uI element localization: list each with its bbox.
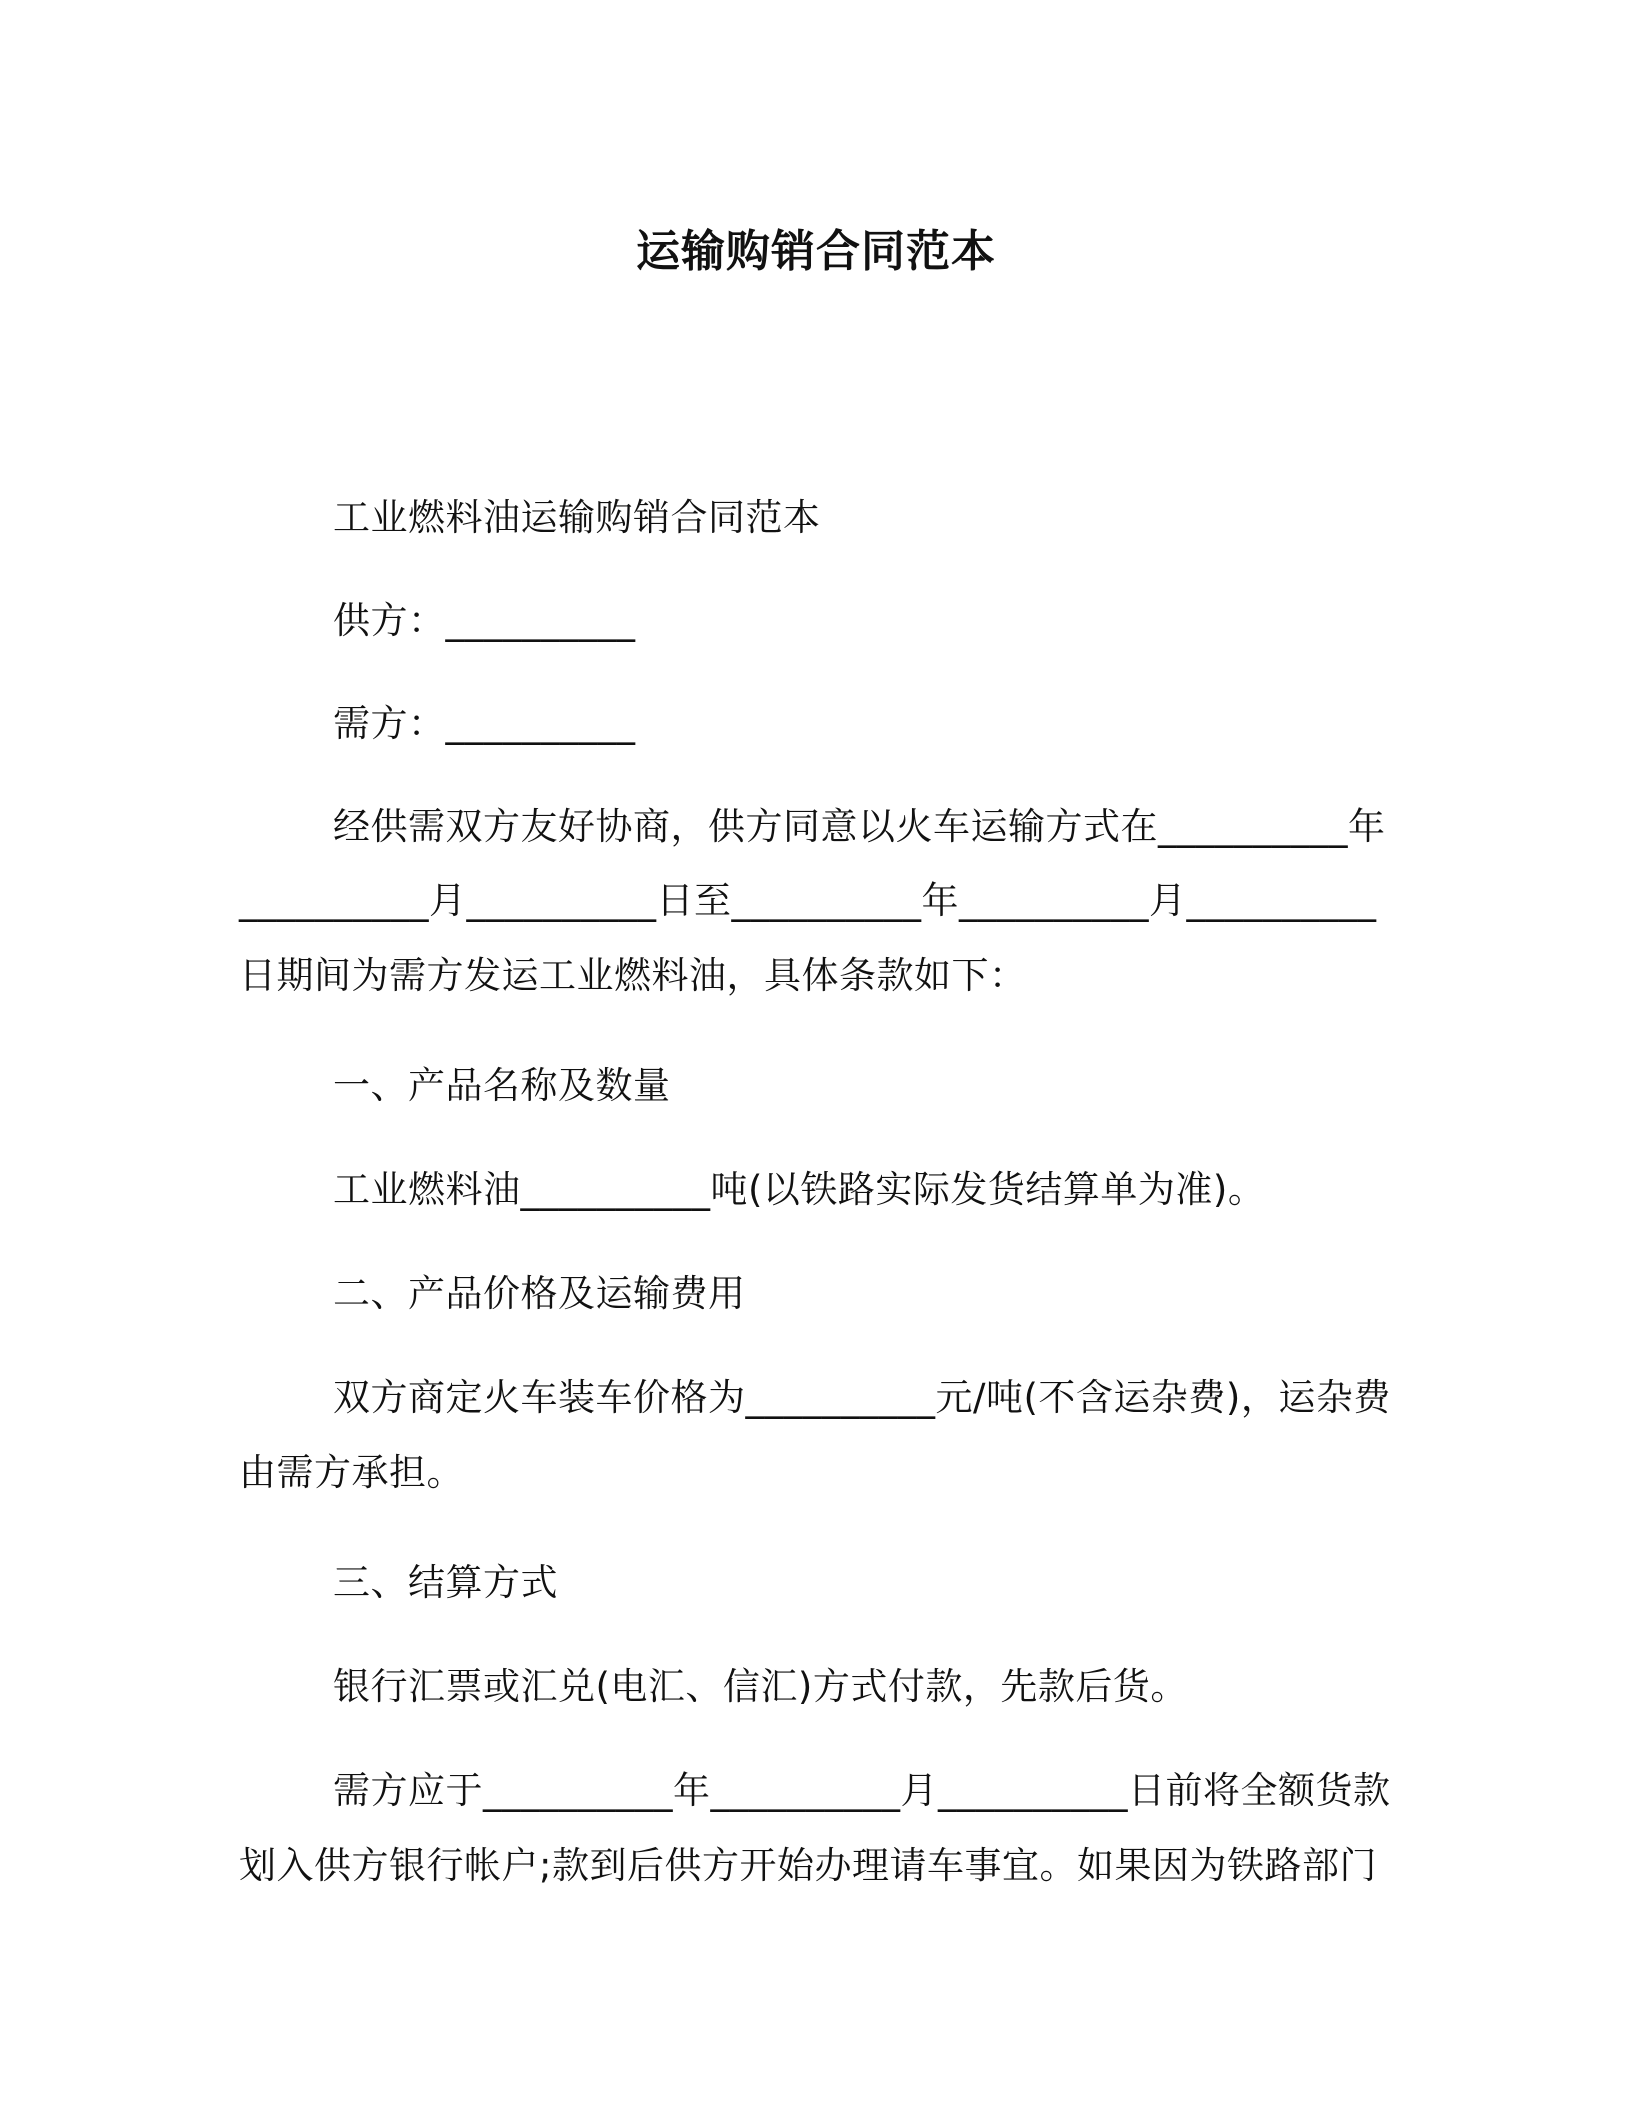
intro-line-2: __________月__________日至__________年__________月__________: [239, 879, 1377, 922]
intro-line-1: 经供需双方友好协商，供方同意以火车运输方式在__________年: [333, 805, 1386, 848]
section-1-body: 工业燃料油__________吨(以铁路实际发货结算单为准)。: [333, 1168, 1266, 1211]
section-2-body-line-1: 双方商定火车装车价格为__________元/吨(不含运杂费)，运杂费: [333, 1376, 1391, 1419]
section-1-heading: 一、产品名称及数量: [333, 1064, 671, 1107]
buyer-line: 需方：__________: [333, 702, 636, 745]
section-3-body-1: 银行汇票或汇兑(电汇、信汇)方式付款，先款后货。: [333, 1665, 1188, 1708]
section-2-heading: 二、产品价格及运输费用: [333, 1272, 746, 1315]
document-title: 运输购销合同范本: [636, 226, 996, 277]
section-3-body-2-line-1: 需方应于__________年__________月__________日前将全额货款: [333, 1769, 1391, 1812]
supplier-line: 供方：__________: [333, 599, 636, 642]
intro-line-3: 日期间为需方发运工业燃料油，具体条款如下：: [239, 954, 1027, 997]
section-3-heading: 三、结算方式: [333, 1561, 558, 1604]
section-3-body-2-line-2: 划入供方银行帐户;款到后供方开始办理请车事宜。如果因为铁路部门: [239, 1844, 1377, 1887]
contract-subtitle: 工业燃料油运输购销合同范本: [333, 496, 821, 539]
section-2-body-line-2: 由需方承担。: [239, 1451, 464, 1494]
